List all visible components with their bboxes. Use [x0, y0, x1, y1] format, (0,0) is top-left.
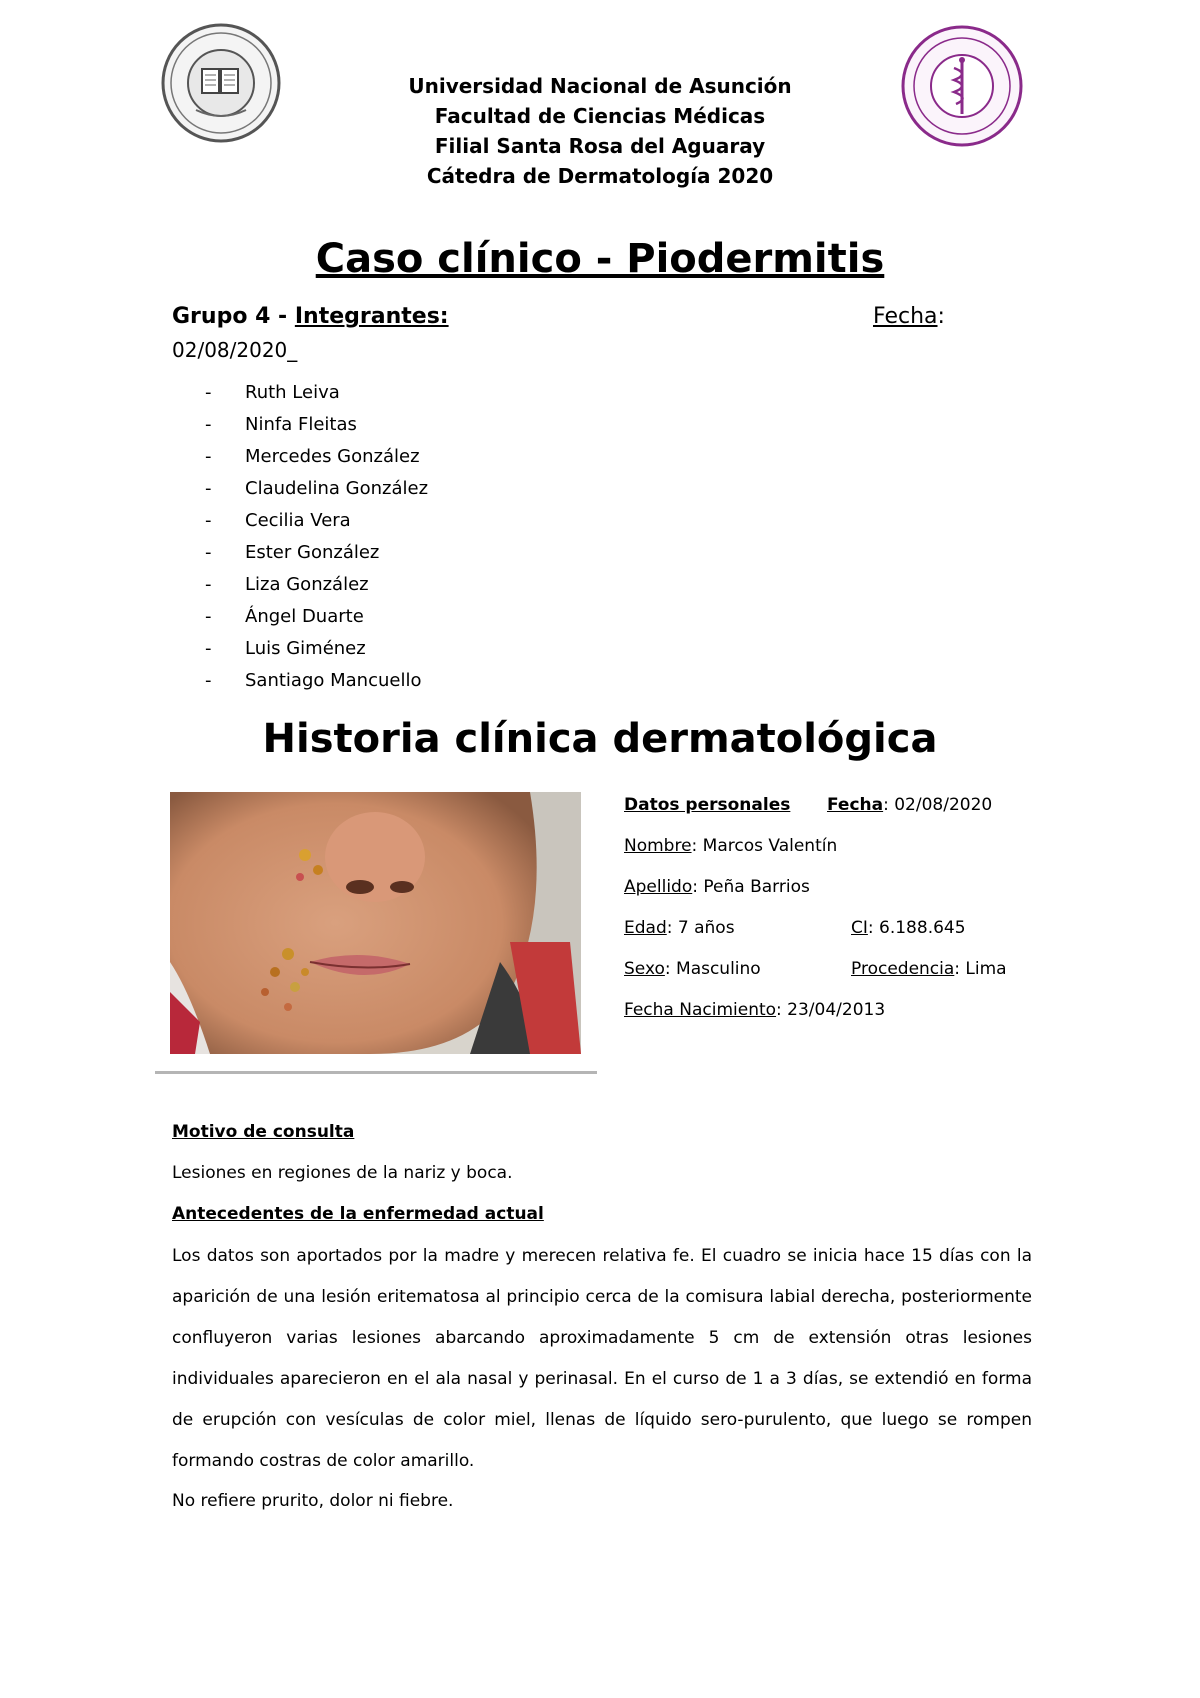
list-item: - Santiago Mancuello [205, 670, 422, 691]
header-university: Universidad Nacional de Asunción [408, 74, 792, 98]
list-item: - Ninfa Fleitas [205, 414, 357, 435]
list-item: - Mercedes González [205, 446, 420, 467]
list-item: - Claudelina González [205, 478, 429, 499]
exam-date: Fecha: 02/08/2020 [827, 795, 993, 815]
motivo-text: Lesiones en regiones de la nariz y boca. [172, 1163, 513, 1183]
patient-surname: Apellido: Peña Barrios [624, 877, 810, 897]
patient-birthdate: Fecha Nacimiento: 23/04/2013 [624, 1000, 886, 1020]
group-heading [172, 304, 449, 329]
antecedentes-text: Los datos son aportados por la madre y merecen relativa fe. El cuadro se inicia hace 15 días con la aparición de una lesión eritematosa al principio cerca de la comisura labial derecha, posteriormente confluyeron varias lesiones abarcando aproximadamente 5 cm de extensión otras lesiones individuales aparecieron en el ala nasal y perinasal. En el curso de 1 a 3 días, se extendió en forma de erupción con vesículas de color miel, llenas de líquido sero-purulento, que luego se rompen formando costras de color amarillo. [172, 1246, 1032, 1471]
group-label: Grupo 4 - [172, 304, 295, 329]
list-item: - Ester González [205, 542, 380, 563]
date-value: 02/08/2020_ [172, 338, 298, 362]
patient-age: Edad: 7 años [624, 918, 735, 938]
patient-name: Nombre: Marcos Valentín [624, 836, 838, 856]
personal-data-heading-row [624, 795, 790, 815]
list-item: - Ruth Leiva [205, 382, 340, 403]
patient-origin: Procedencia: Lima [851, 959, 1007, 979]
motivo-heading: Motivo de consulta [172, 1122, 355, 1142]
antecedentes-heading: Antecedentes de la enfermedad actual [172, 1204, 544, 1224]
header-branch: Filial Santa Rosa del Aguaray [434, 134, 766, 158]
list-item: - Luis Giménez [205, 638, 366, 659]
list-item: - Ángel Duarte [205, 606, 364, 627]
date-label: Fecha: [873, 304, 945, 329]
list-item: - Cecilia Vera [205, 510, 351, 531]
members-label: Integrantes: [294, 304, 449, 329]
patient-ci: CI: 6.188.645 [851, 918, 966, 938]
document-title: Caso clínico - Piodermitis [315, 236, 885, 282]
members-list [205, 382, 428, 702]
clinical-photo [170, 792, 581, 1054]
patient-sex: Sexo: Masculino [624, 959, 761, 979]
personal-data-heading: Datos personales [624, 795, 791, 815]
header-chair: Cátedra de Dermatología 2020 [426, 164, 774, 188]
antecedentes-closing: No refiere prurito, dolor ni fiebre. [172, 1491, 454, 1511]
list-item: - Liza González [205, 574, 369, 595]
history-title: Historia clínica dermatológica [262, 716, 938, 762]
photo-divider [155, 1071, 597, 1074]
header-faculty: Facultad de Ciencias Médicas [434, 104, 766, 128]
